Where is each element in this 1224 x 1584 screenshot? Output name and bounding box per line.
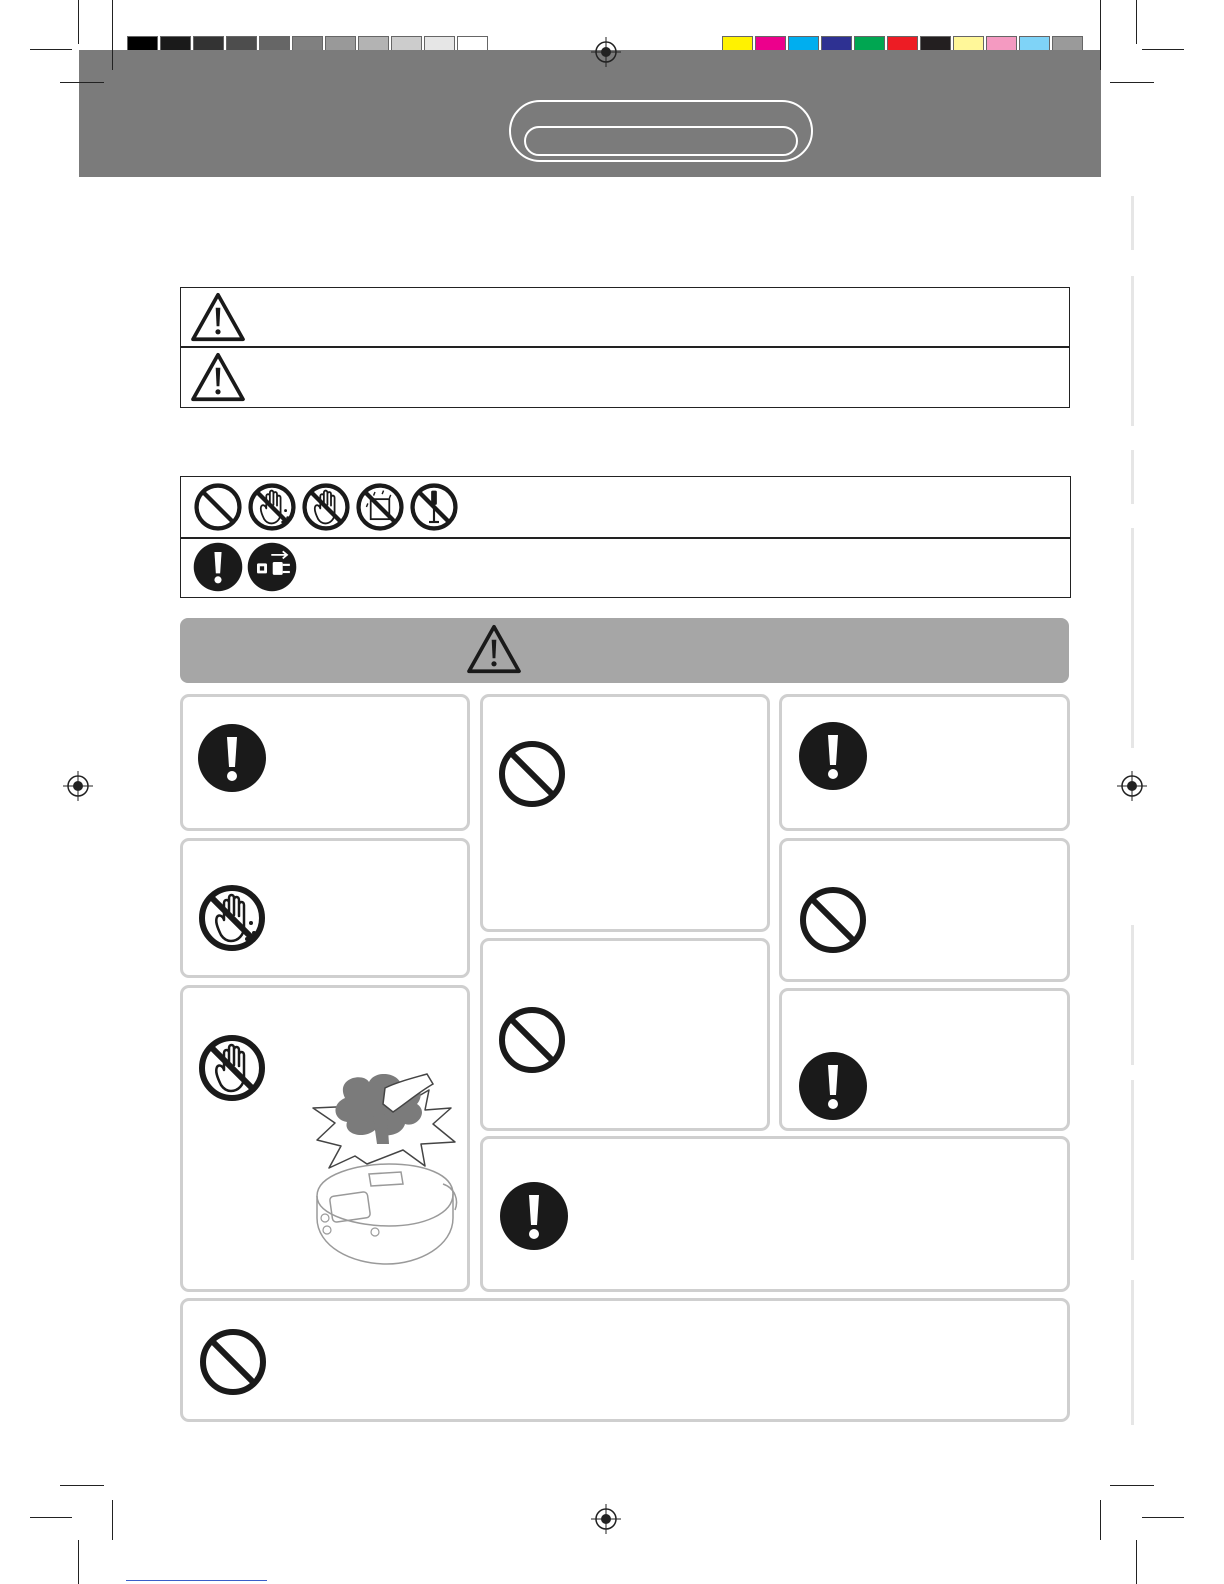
no-wet-hands-icon [197,883,267,953]
warning-card [480,938,770,1131]
crop-mark [1136,1540,1137,1584]
crop-mark [30,49,72,50]
prohibited-icon [193,482,243,532]
edge-tab-mark [1131,450,1134,504]
do-not-touch-icon [197,1033,267,1103]
warning-card [180,838,470,978]
warning-card [779,988,1070,1131]
registration-mark-icon [591,1504,621,1534]
mandatory-icon [499,1181,569,1251]
mandatory-icon [197,723,267,793]
crop-mark [60,1485,104,1486]
unplug-icon [247,542,297,592]
do-not-touch-icon [301,482,351,532]
edge-tab-mark [1131,1080,1134,1260]
do-not-disassemble-icon [409,482,459,532]
mandatory-icon [798,721,868,791]
warning-card [779,694,1070,831]
prohibited-icon [497,1005,567,1075]
edge-tab-mark [1131,196,1134,250]
signal-words-table [180,287,1070,408]
warning-card [180,694,470,831]
crop-mark [1142,1517,1184,1518]
crop-mark [78,0,79,44]
warning-triangle-icon [466,624,522,674]
prohibited-icon [497,739,567,809]
edge-tab-mark [1131,276,1134,426]
warning-card [779,838,1070,982]
crop-mark [1142,49,1184,50]
no-wet-hands-icon [247,482,297,532]
table-divider [181,537,1070,539]
warning-card [180,1298,1070,1422]
prohibited-icon [798,885,868,955]
warning-card [480,694,770,932]
edge-tab-mark [1131,925,1134,1065]
warning-triangle-icon [190,292,246,342]
warning-banner [180,618,1069,683]
registration-mark-icon [63,771,93,801]
registration-mark-icon [591,37,621,67]
do-not-wet-icon [355,482,405,532]
table-divider [181,346,1069,348]
footer-underline [126,1580,267,1581]
mandatory-icon [193,542,243,592]
crop-mark [1136,0,1137,44]
prohibited-icon [198,1327,268,1397]
crop-mark [60,82,104,83]
rice-cooker-steam-vent-illustration [305,1068,465,1268]
registration-mark-icon [1117,771,1147,801]
symbols-table [180,476,1071,598]
warning-card [480,1136,1070,1292]
edge-tab-mark [1131,528,1134,748]
crop-mark [1100,0,1101,70]
crop-mark [30,1517,72,1518]
warning-triangle-icon [190,352,246,402]
title-capsule-inner [524,126,798,156]
crop-mark [1110,82,1154,83]
mandatory-icon [798,1051,868,1121]
crop-mark [1110,1485,1154,1486]
crop-mark [78,1540,79,1584]
crop-mark [112,0,113,70]
edge-tab-mark [1131,1280,1134,1425]
crop-mark [1100,1500,1101,1540]
crop-mark [112,1500,113,1540]
warning-card [180,985,470,1292]
